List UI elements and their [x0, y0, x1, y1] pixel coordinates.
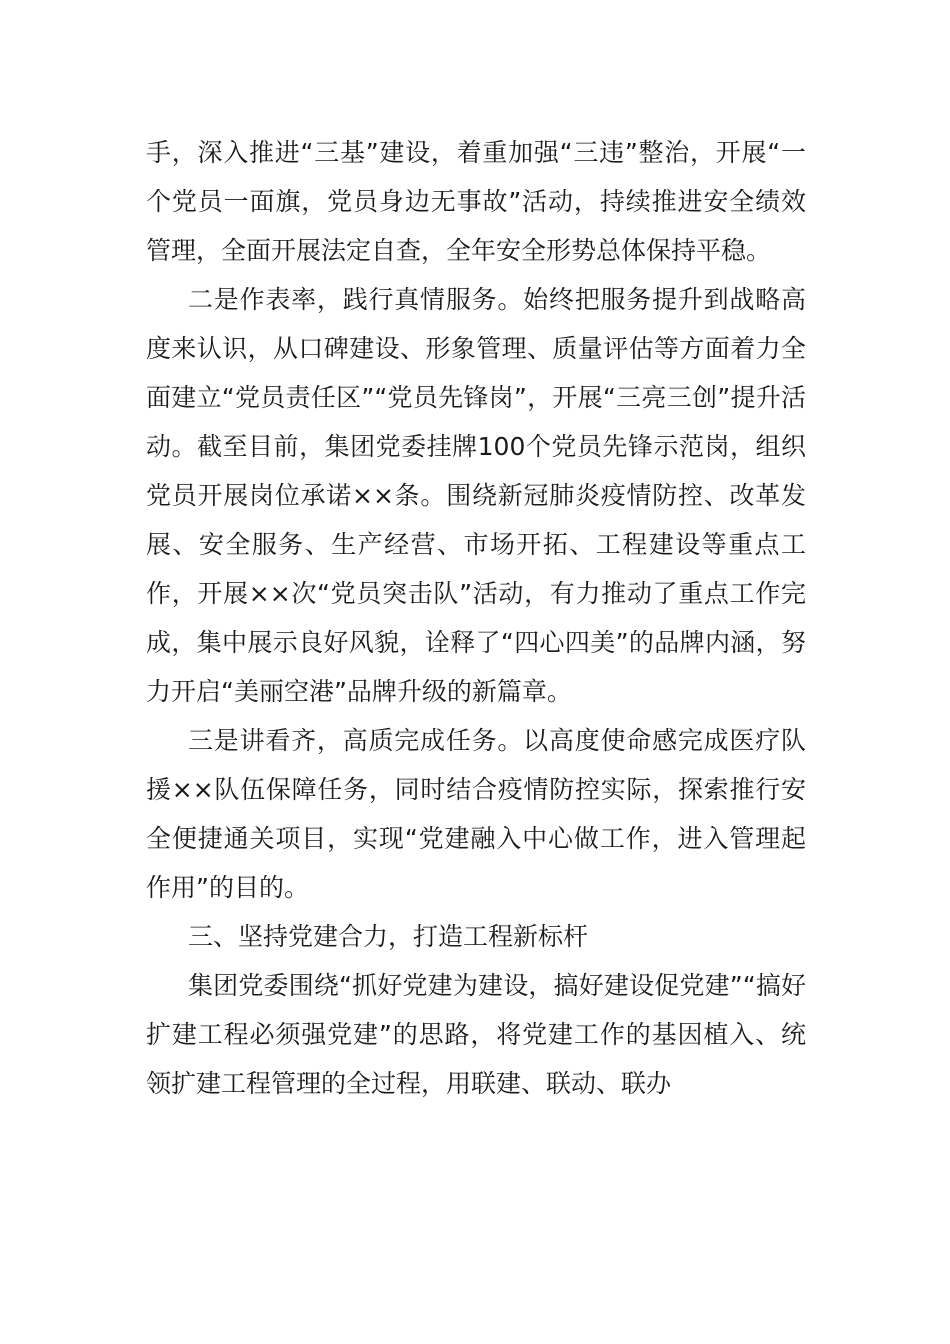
section-heading: 三、坚持党建合力，打造工程新标杆 — [188, 922, 589, 951]
paragraph-tasks: 三是讲看齐，高质完成任务。以高度使命感完成医疗队援××队伍保障任务，同时结合疫情防控实际，探索推行安全便捷通关项目，实现“党建融入中心做工作，进入管理起作用”的目的。 — [146, 726, 806, 902]
paragraph-continuation: 手，深入推进“三基”建设，着重加强“三违”整治，开展“一个党员一面旗，党员身边无事故”活动，持续推进安全绩效管理，全面开展法定自查，全年安全形势总体保持平稳。 — [146, 138, 806, 265]
paragraph-service: 二是作表率，践行真情服务。始终把服务提升到战略高度来认识，从口碑建设、形象管理、质量评估等方面着力全面建立“党员责任区”“党员先锋岗”，开展“三亮三创”提升活动。截至目前，集团党委挂牌100个党员先锋示范岗，组织党员开展岗位承诺××条。围绕新冠肺炎疫情防控、改革发展、安全服务、生产经营、市场开拓、工程建设等重点工作，开展××次“党员突击队”活动，有力推动了重点工作完成，集中展示良好风貌，诠释了“四心四美”的品牌内涵，努力开启“美丽空港”品牌升级的新篇章。 — [146, 285, 806, 706]
document-body — [146, 128, 806, 1108]
paragraph-engineering: 集团党委围绕“抓好党建为建设，搞好建设促党建”“搞好扩建工程必须强党建”的思路，将党建工作的基因植入、统领扩建工程管理的全过程，用联建、联动、联办 — [146, 971, 806, 1098]
